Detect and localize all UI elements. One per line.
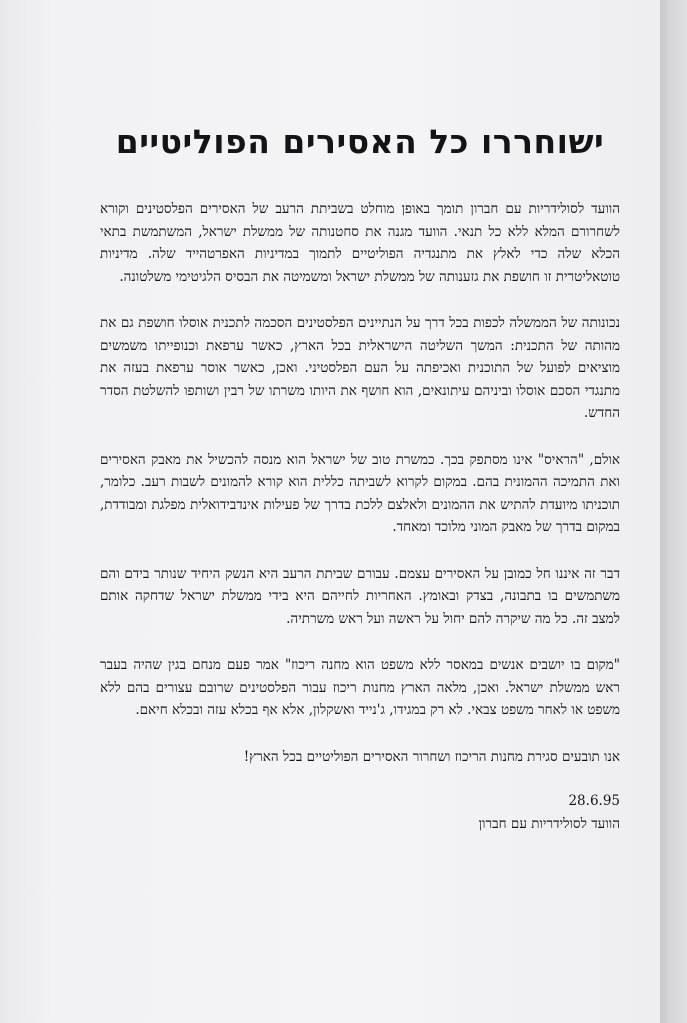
paragraph-support-strike: הוועד לסולידריות עם חברון תומך באופן מוחלט בשביתת הרעב של האסירים הפלסטינים וקורא לשחרורם המלא ללא כל תנאי. הוועד מגנה את סחטנותה של ממשלת ישראל, המשתמשת בתאי הכלא שלה כדי לאלץ את מתנגדיה הפוליטיים לתמוך במדיניות האפרטהייד שלה. מדיניות טוטאליטרית זו חושפת את גזענותה של ממשלת ישראל ומשמיטה את הבסיס הלגיטימי משלטונה. <box>100 201 620 285</box>
paragraph-rais: אולם, "הראיס" אינו מסתפק בכך. כמשרת טוב של ישראל הוא מנסה להכשיל את מאבק האסירים ואת התמיכה ההמונית בהם. במקום לקרוא לשביתה כללית הוא קורא להמונים לשבות רעב. כלומר, תוכניתו מיועדת להתיש את ההמונים ולאלצם ללכת בדרך של פעילות אינדבידואלית מפלגת ומבודדת, במקום בדרך של מאבק המוני מלוכד ומאחד. <box>100 451 620 535</box>
paragraph-begin-quote: "מקום בו יושבים אנשים במאסר ללא משפט הוא מחנה ריכוז" אמר פעם מנחם בגין שהיה בעבר ראש ממשלת ישראל. ואכן, מלאה הארץ מחנות ריכוז עבור הפלסטינים שרובם עצורים בהם ללא משפט או לאחר משפט צבאי. לא רק במגידו, ג'נייד ואשקלון, אלא אף בכלא עזה ובכלא חיאם. <box>100 657 620 718</box>
paragraph-oslo-plan: נכונותה של הממשלה לכפות בכל דרך על הנתיינים הפלסטינים הסכמה לתכנית אוסלו חושפת גם את מהותה של התכנית: המשך השליטה הישראלית בכל הארץ, כאשר ערפאת וכנופייתו משמשים מוציאים לפועל של התוכנית ואכיפתה על העם הפלסטיני. ואכן, כאשר אוסר ערפאת בעזה את מתנגדי הסכם אוסלו וביניהם עיתונאים, הוא חושף את היותו משרתו של רבין ושותפו להשלטת הסדר החדש. <box>100 315 620 421</box>
document-content <box>100 120 620 835</box>
document-signature: הוועד לסולידריות עם חברון <box>478 815 620 832</box>
document-date: 28.6.95 <box>568 793 620 809</box>
document-title: ישוחררו כל האסירים הפוליטיים <box>115 122 605 161</box>
page-edge-shadow <box>660 0 687 1023</box>
paragraph-prisoners: דבר זה איננו חל כמובן על האסירים עצמם. עבורם שביתת הרעב היא הנשק היחיד שנותר בידם והם משתמשים בו בתבונה, בצדק ובאומץ. האחריות לחייהם היא בידי ממשלת ישראל שדחקה אותם למצב זה. כל מה שיקרה להם יחול על ראשה ועל ראש משרתיה. <box>100 565 620 627</box>
demand-statement: אנו תובעים סגירת מחנות הריכוז ושחרור האסירים הפוליטיים בכל הארץ! <box>243 748 620 765</box>
